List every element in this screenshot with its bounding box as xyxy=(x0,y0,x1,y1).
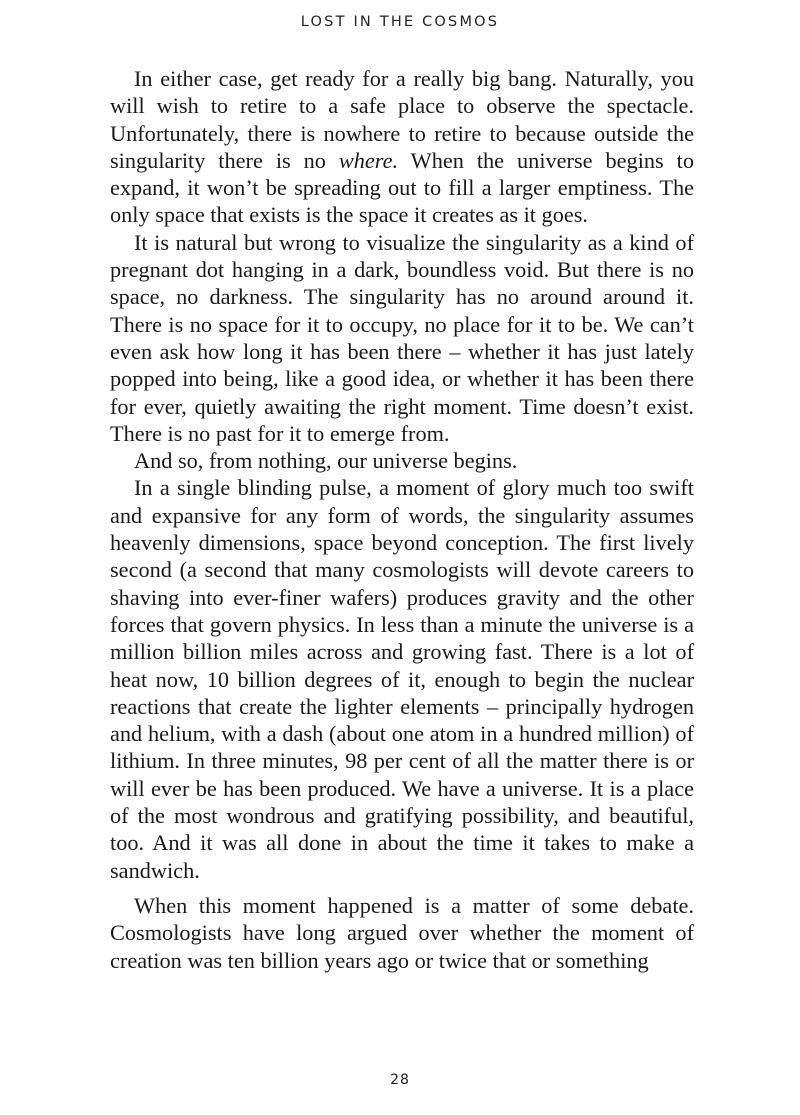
paragraph-1 xyxy=(110,65,694,229)
paragraph-1-emphasis: where. xyxy=(338,147,399,173)
paragraph-5: When this moment happened is a matter of some debate. Cosmologists have long argued over whether the moment of creation was ten billion years ago or twice that or something xyxy=(110,892,694,973)
paragraph-1-text-after: When the universe begins to expand, it won’t be spreading out to fill a larger emptiness. The only space that exists is the space it creates as it goes. xyxy=(110,147,694,228)
paragraph-3: And so, from nothing, our universe begins. xyxy=(134,448,518,474)
running-head: LOST IN THE COSMOS xyxy=(300,14,500,30)
paragraph-1-text-before: In either case, get ready for a really big bang. Naturally, you will wish to retire to a safe place to observe the spectacle. Unfortunately, there is nowhere to retire to because outside the singularity there is no xyxy=(110,66,694,173)
body-text xyxy=(110,65,694,974)
paragraph-2: It is natural but wrong to visualize the singularity as a kind of pregnant dot hanging in a dark, boundless void. But there is no space, no darkness. The singularity has no around around it. There is no space for it to occupy, no place for it to be. We can’t even ask how long it has been there – whether it has just lately popped into being, like a good idea, or whether it has been there for ever, quietly awaiting the right moment. Time doesn’t exist. There is no past for it to emerge from. xyxy=(110,229,694,446)
page-number: 28 xyxy=(390,1072,410,1088)
paragraph-4: In a single blinding pulse, a moment of glory much too swift and expansive for any form of words, the singularity assumes heavenly dimensions, space beyond conception. The first lively second (a second that many cosmologists will devote careers to shaving into ever-finer wafers) produces gravity and the other forces that govern physics. In less than a minute the universe is a million billion miles across and growing fast. There is a lot of heat now, 10 billion degrees of it, enough to begin the nuclear reactions that create the lighter elements – principally hydrogen and helium, with a dash (about one atom in a hundred million) of lithium. In three minutes, 98 per cent of all the matter there is or will ever be has been produced. We have a universe. It is a place of the most wondrous and gratifying possibility, and beautiful, too. And it was all done in about the time it takes to make a sandwich. xyxy=(110,475,694,883)
